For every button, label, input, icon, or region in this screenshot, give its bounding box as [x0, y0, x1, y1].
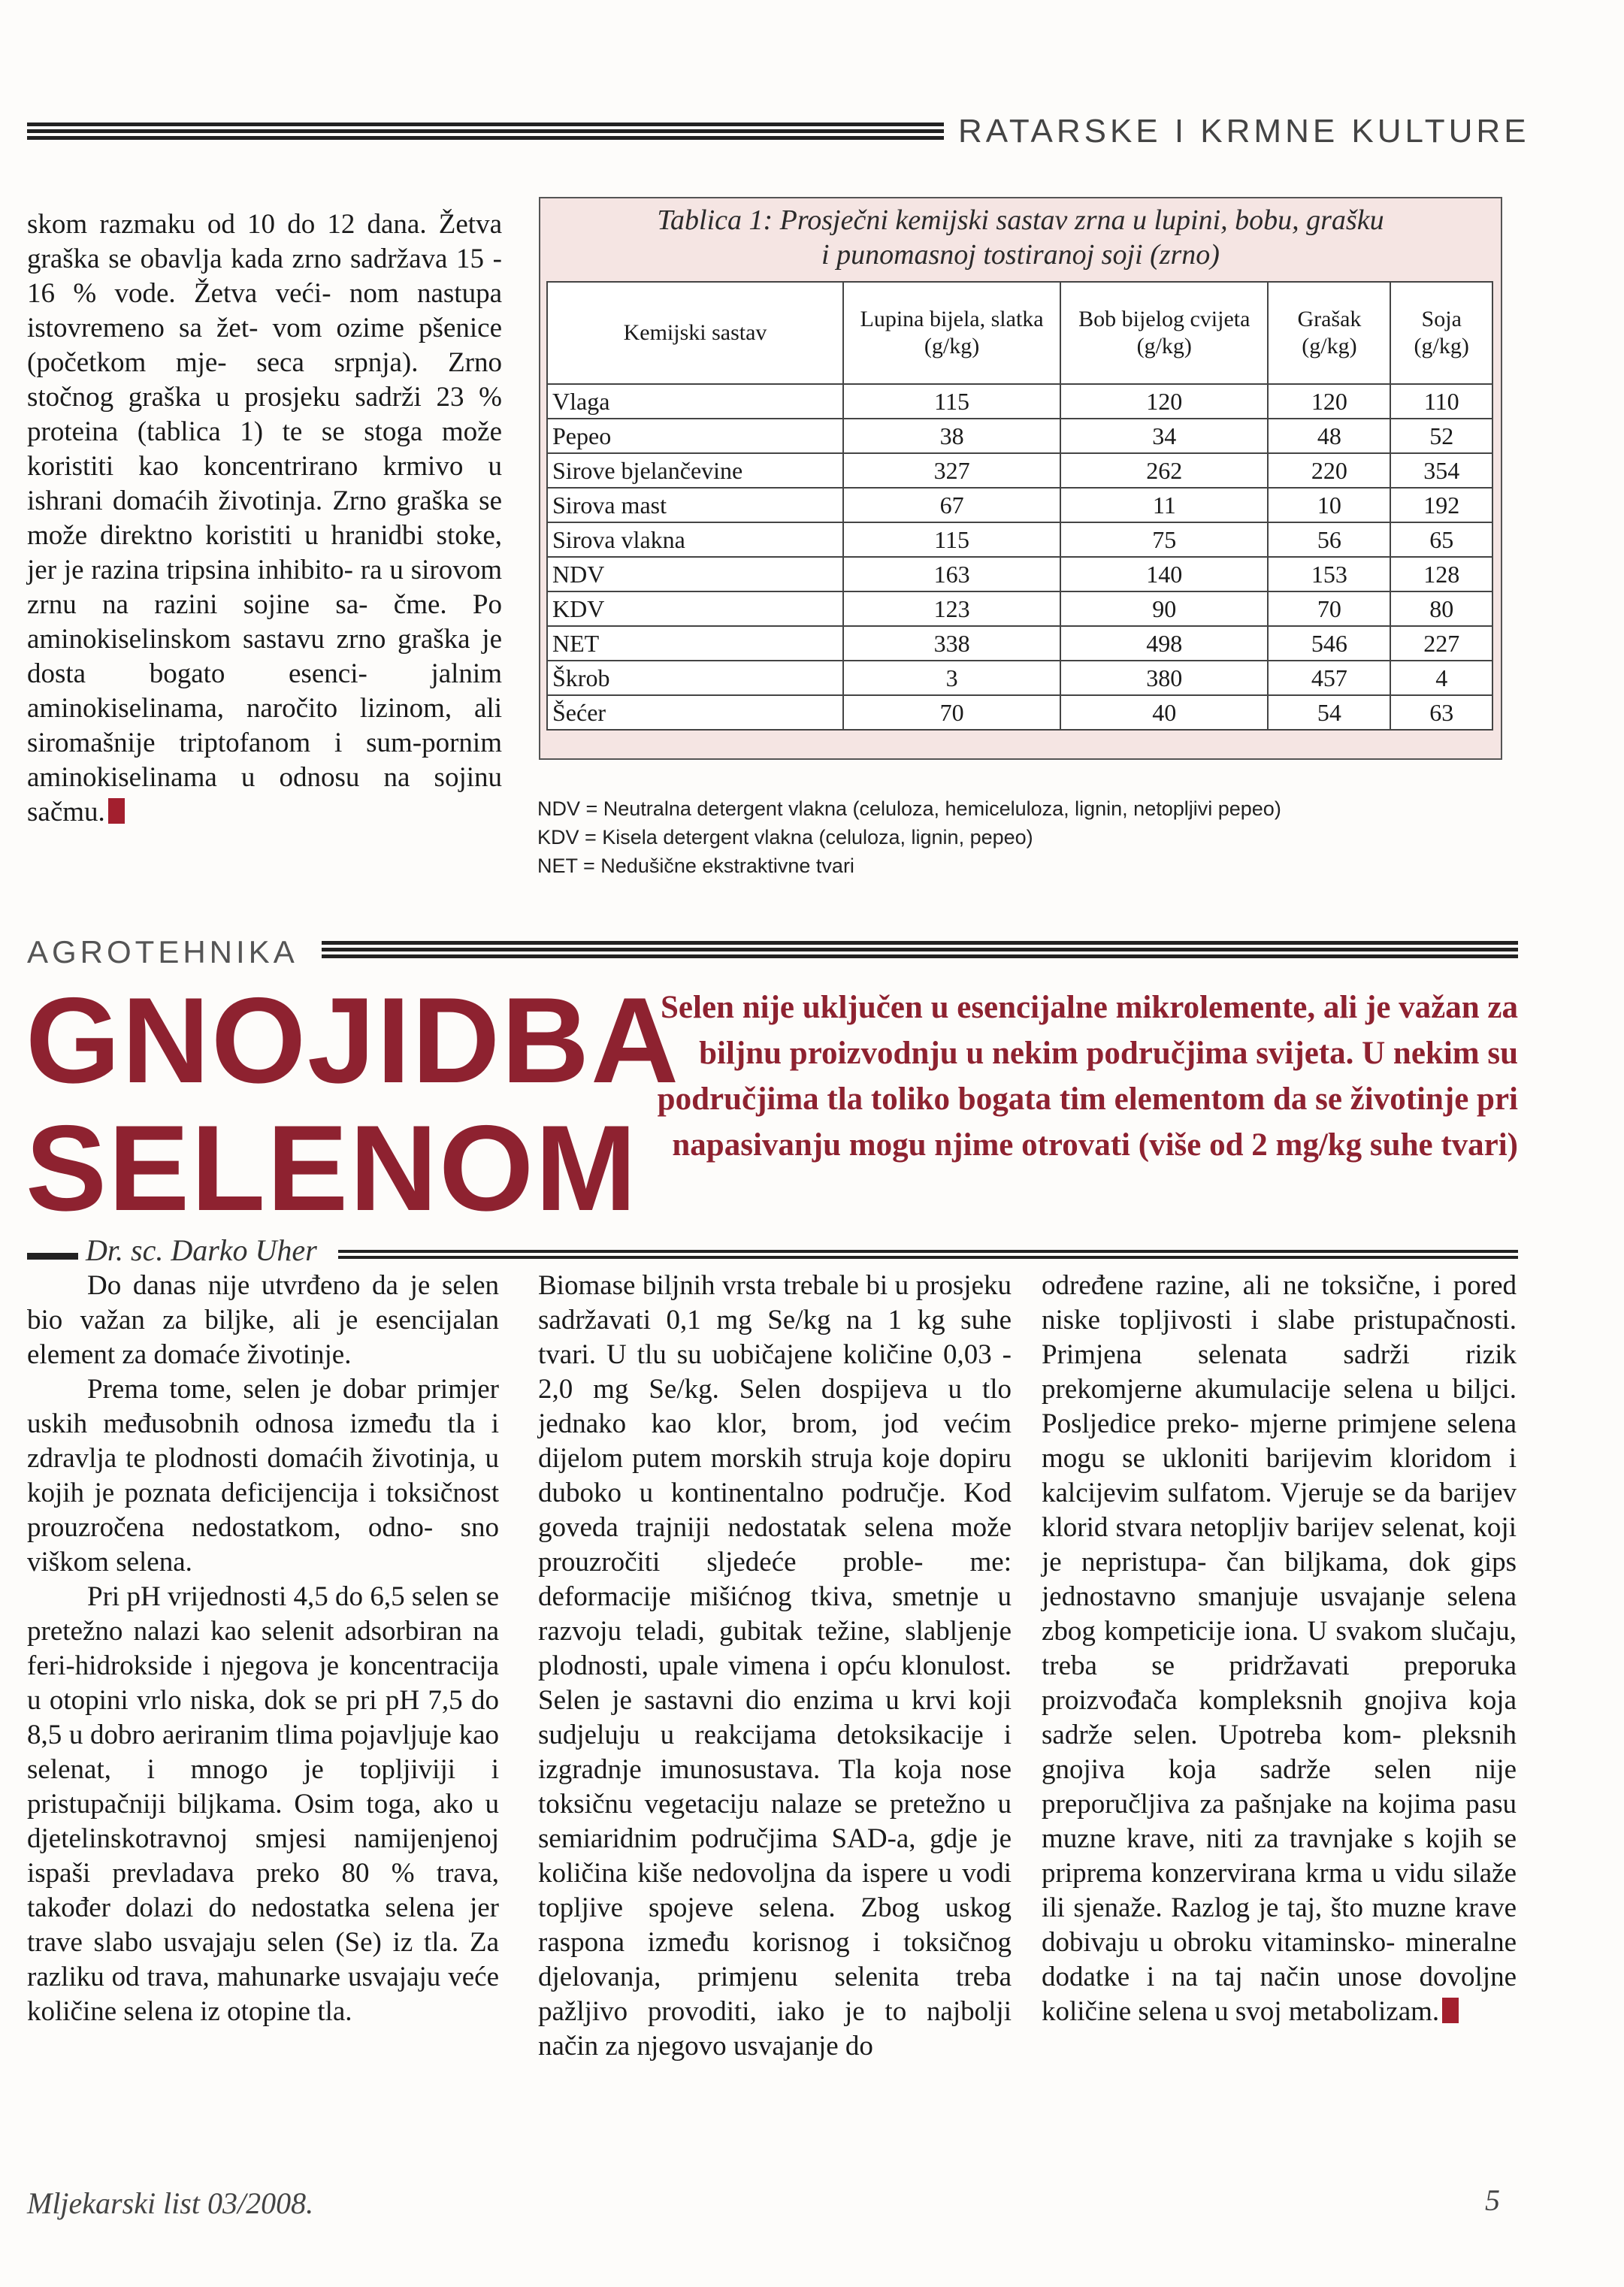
paragraph: Do danas nije utvrđeno da je selen bio važan za biljke, ali je esencijalan element za domaće životinje. [27, 1270, 499, 1370]
table-cell: 10 [1268, 488, 1390, 522]
table-row-label: Sirova mast [547, 488, 843, 522]
article-section-label: AGROTEHNIKA [27, 934, 298, 970]
article-column-2 [538, 1269, 1012, 2064]
table-cell: 354 [1390, 453, 1492, 488]
table-cell: 227 [1390, 626, 1492, 661]
table-note: NET = Nedušične ekstraktivne tvari [537, 855, 854, 877]
paragraph: Biomase biljnih vrsta trebale bi u prosjeku sadržavati 0,1 mg Se/kg na 1 kg suhe tvari. U tlu su uobičajene količine 0,03 - 2,0 mg Se/kg. Selen dospijeva u tlo jednako kao klor, brom, jod većim dijelom putem morskih struja koje dopiru duboko u kontinentalno područje. Kod goveda trajniji nedostatak selena može prouzročiti sljedeće proble- me: deformacije mišićnog tkiva, smetnje u razvoju teladi, gubitak težine, slabljenje plodnosti, upale vimena i opću klonulost. Selen je sastavni dio enzima u krvi koji sudjeluju u reakcijama detoksikacije i izgradnje imunosustava. Tla koja nose toksičnu vegetaciju nalaze se pretežno u semiaridnim područjima SAD-a, gdje je količina kiše nedovoljna da ispere u vodi topljive spojeve selena. Zbog uskog raspona između korisnog i toksičnog djelovanja, primjenu selenita treba pažljivo provoditi, iako je to najbolji način za njegovo usvajanje do [538, 1270, 1012, 2062]
table-cell: 67 [843, 488, 1060, 522]
table-cell: 380 [1060, 661, 1268, 695]
table-cell: 80 [1390, 591, 1492, 626]
table-cell: 115 [843, 522, 1060, 557]
table-row [547, 661, 1492, 695]
table-row [547, 453, 1492, 488]
table-row [547, 488, 1492, 522]
table-note: NDV = Neutralna detergent vlakna (celuloza, hemiceluloza, lignin, netopljivi pepeo) [537, 797, 1281, 820]
table-row [547, 419, 1492, 453]
headline [26, 973, 681, 1236]
table-cell: 3 [843, 661, 1060, 695]
table-cell: 262 [1060, 453, 1268, 488]
table-row-label: Sirova vlakna [547, 522, 843, 557]
section-header: RATARSKE I KRMNE KULTURE [958, 113, 1530, 150]
section-rule [322, 941, 1518, 961]
table-cell: 153 [1268, 557, 1390, 591]
paragraph: Pri pH vrijednosti 4,5 do 6,5 selen se pretežno nalazi kao selenit adsorbiran na feri-hidrokside i njegova je koncentracija u otopini vrlo niska, dok se pri pH 7,5 do 8,5 u dobro aeriranim tlima pojavljuje kao selenat, i mnogo je topljiviji i pristupačniji biljkama. Osim toga, ako u djetelinskotravnoj smjesi namijenjenoj ispaši prevladava preko 80 % trava, također dolazi do nedostatka selena jer trave slabo usvajaju selen (Se) iz tla. Za razliku od trava, mahunarke usvajaju veće količine selena iz otopine tla. [27, 1581, 499, 2027]
table-row [547, 591, 1492, 626]
header-rule [27, 123, 944, 143]
table-cell: 65 [1390, 522, 1492, 557]
table-row-label: Vlaga [547, 384, 843, 419]
table-header-cell: Lupina bijela, slatka (g/kg) [843, 282, 1060, 384]
table-header-cell: Soja (g/kg) [1390, 282, 1492, 384]
table-cell: 54 [1268, 695, 1390, 730]
publication-name: Mljekarski list 03/2008. [27, 2186, 314, 2220]
table-header-cell: Grašak (g/kg) [1268, 282, 1390, 384]
table-cell: 128 [1390, 557, 1492, 591]
table-cell: 327 [843, 453, 1060, 488]
table-cell: 34 [1060, 419, 1268, 453]
table-row-label: NET [547, 626, 843, 661]
table-row-label: KDV [547, 591, 843, 626]
headline-line-2: SELENOM [26, 1100, 639, 1236]
table-row [547, 557, 1492, 591]
table-cell: 338 [843, 626, 1060, 661]
table-caption: Tablica 1: Prosječni kemijski sastav zrna u lupini, bobu, grašku i punomasnoj tostiranoj soji (zrno) [657, 204, 1384, 271]
author-rule-right [338, 1250, 1518, 1253]
table-row-label: Škrob [547, 661, 843, 695]
table-row-label: Šećer [547, 695, 843, 730]
table-cell: 90 [1060, 591, 1268, 626]
table-cell: 38 [843, 419, 1060, 453]
table-cell: 70 [843, 695, 1060, 730]
table-cell: 75 [1060, 522, 1268, 557]
table-cell: 40 [1060, 695, 1268, 730]
headline-line-1: GNOJIDBA [26, 973, 681, 1109]
table-cell: 52 [1390, 419, 1492, 453]
page-number: 5 [1485, 2183, 1500, 2217]
paragraph: određene razine, ali ne toksične, i pored niske topljivosti i slabe pristupačnosti. Primjena selenata sadrži rizik prekomjerne akumulacije selena u biljci. Posljedice preko- mjerne primjene selena mogu se ukloniti barijevim kloridom i kalcijevim sulfatom. Vjeruje se da barijev klorid stvara netopljiv barijev selenat, koji je nepristupa- čan biljkama, dok gips jednostavno smanjuje usvajanje selena zbog kompeticije iona. U svakom slučaju, treba se pridržavati preporuka proizvođača kompleksnih gnojiva koja sadrže selen. Upotreba kom- pleksnih gnojiva koja sadrže selen nije preporučljiva za pašnjake na kojima pasu muzne krave, niti za travnjake s kojih se priprema konzervirana krma u vidu silaže ili sjenaže. Razlog je taj, što muzne krave dobivaju u obroku vitaminsko- mineralne dodatke i na taj način unose dovoljne količine selena u svoj metabolizam. [1042, 1270, 1517, 2027]
table-note: KDV = Kisela detergent vlakna (celuloza, lignin, pepeo) [537, 826, 1033, 849]
table-cell: 11 [1060, 488, 1268, 522]
dek: Selen nije uključen u esencijalne mikrolemente, ali je važan za biljnu proizvodnju u nekim područjima svijeta. U nekim su područjima tla toliko bogata tim elementom da se životinje pri napasivanju mogu njime otrovati (više od 2 mg/kg suhe tvari) [657, 990, 1518, 1163]
table-cell: 123 [843, 591, 1060, 626]
table-cell: 56 [1268, 522, 1390, 557]
table-cell: 120 [1268, 384, 1390, 419]
end-mark-icon [1442, 1998, 1459, 2023]
table-row-label: Pepeo [547, 419, 843, 453]
table-cell: 48 [1268, 419, 1390, 453]
table-cell: 110 [1390, 384, 1492, 419]
table-row [547, 695, 1492, 730]
table-header-cell: Kemijski sastav [547, 282, 843, 384]
table-row-label: NDV [547, 557, 843, 591]
table-header-cell: Bob bijelog cvijeta (g/kg) [1060, 282, 1268, 384]
table-cell: 546 [1268, 626, 1390, 661]
article-column-1 [27, 1269, 499, 2029]
table-cell: 498 [1060, 626, 1268, 661]
end-mark-icon [108, 798, 125, 824]
table-row [547, 626, 1492, 661]
table-cell: 4 [1390, 661, 1492, 695]
table-notes [537, 794, 1514, 880]
table-cell: 220 [1268, 453, 1390, 488]
table-cell: 163 [843, 557, 1060, 591]
paragraph: Prema tome, selen je dobar primjer uskih međusobnih odnosa između tla i zdravlja te plodnosti domaćih životinja, u kojih je poznata deficijencija i toksičnost prouzročena nedostatkom, odno- sno viškom selena. [27, 1374, 499, 1578]
table-row [547, 384, 1492, 419]
table-cell: 115 [843, 384, 1060, 419]
table-row [547, 522, 1492, 557]
table-cell: 120 [1060, 384, 1268, 419]
table-box [539, 197, 1502, 760]
author: Dr. sc. Darko Uher [86, 1233, 317, 1267]
table-row-label: Sirove bjelančevine [547, 453, 843, 488]
table-cell: 63 [1390, 695, 1492, 730]
table-cell: 457 [1268, 661, 1390, 695]
intro-text: skom razmaku od 10 do 12 dana. Žetva graška se obavlja kada zrno sadržava 15 - 16 % vode. Žetva veći- nom nastupa istovremeno sa žet- vom ozime pšenice (početkom mje- seca srpnja). Zrno stočnog graška u prosjeku sadrži 23 % proteina (tablica 1) te se stoga može koristiti kao koncentrirano krmivo u ishrani domaćih životinja. Zrno graška se može direktno koristiti u hranidbi stoke, jer je razina tripsina inhibito- ra u sirovom zrnu na razini sojine sa- čme. Po aminokiselinskom sastavu zrno graška je dosta bogato esenci- jalnim aminokiselinama, naročito lizinom, ali siromašnije triptofanom i sum-pornim aminokiselinama u odnosu na sojinu sačmu. [27, 209, 502, 827]
author-rule-left [27, 1253, 78, 1260]
table-cell: 140 [1060, 557, 1268, 591]
composition-table [546, 281, 1493, 731]
article-column-3 [1042, 1269, 1517, 2029]
table-cell: 70 [1268, 591, 1390, 626]
intro-column [27, 207, 502, 830]
table-cell: 192 [1390, 488, 1492, 522]
